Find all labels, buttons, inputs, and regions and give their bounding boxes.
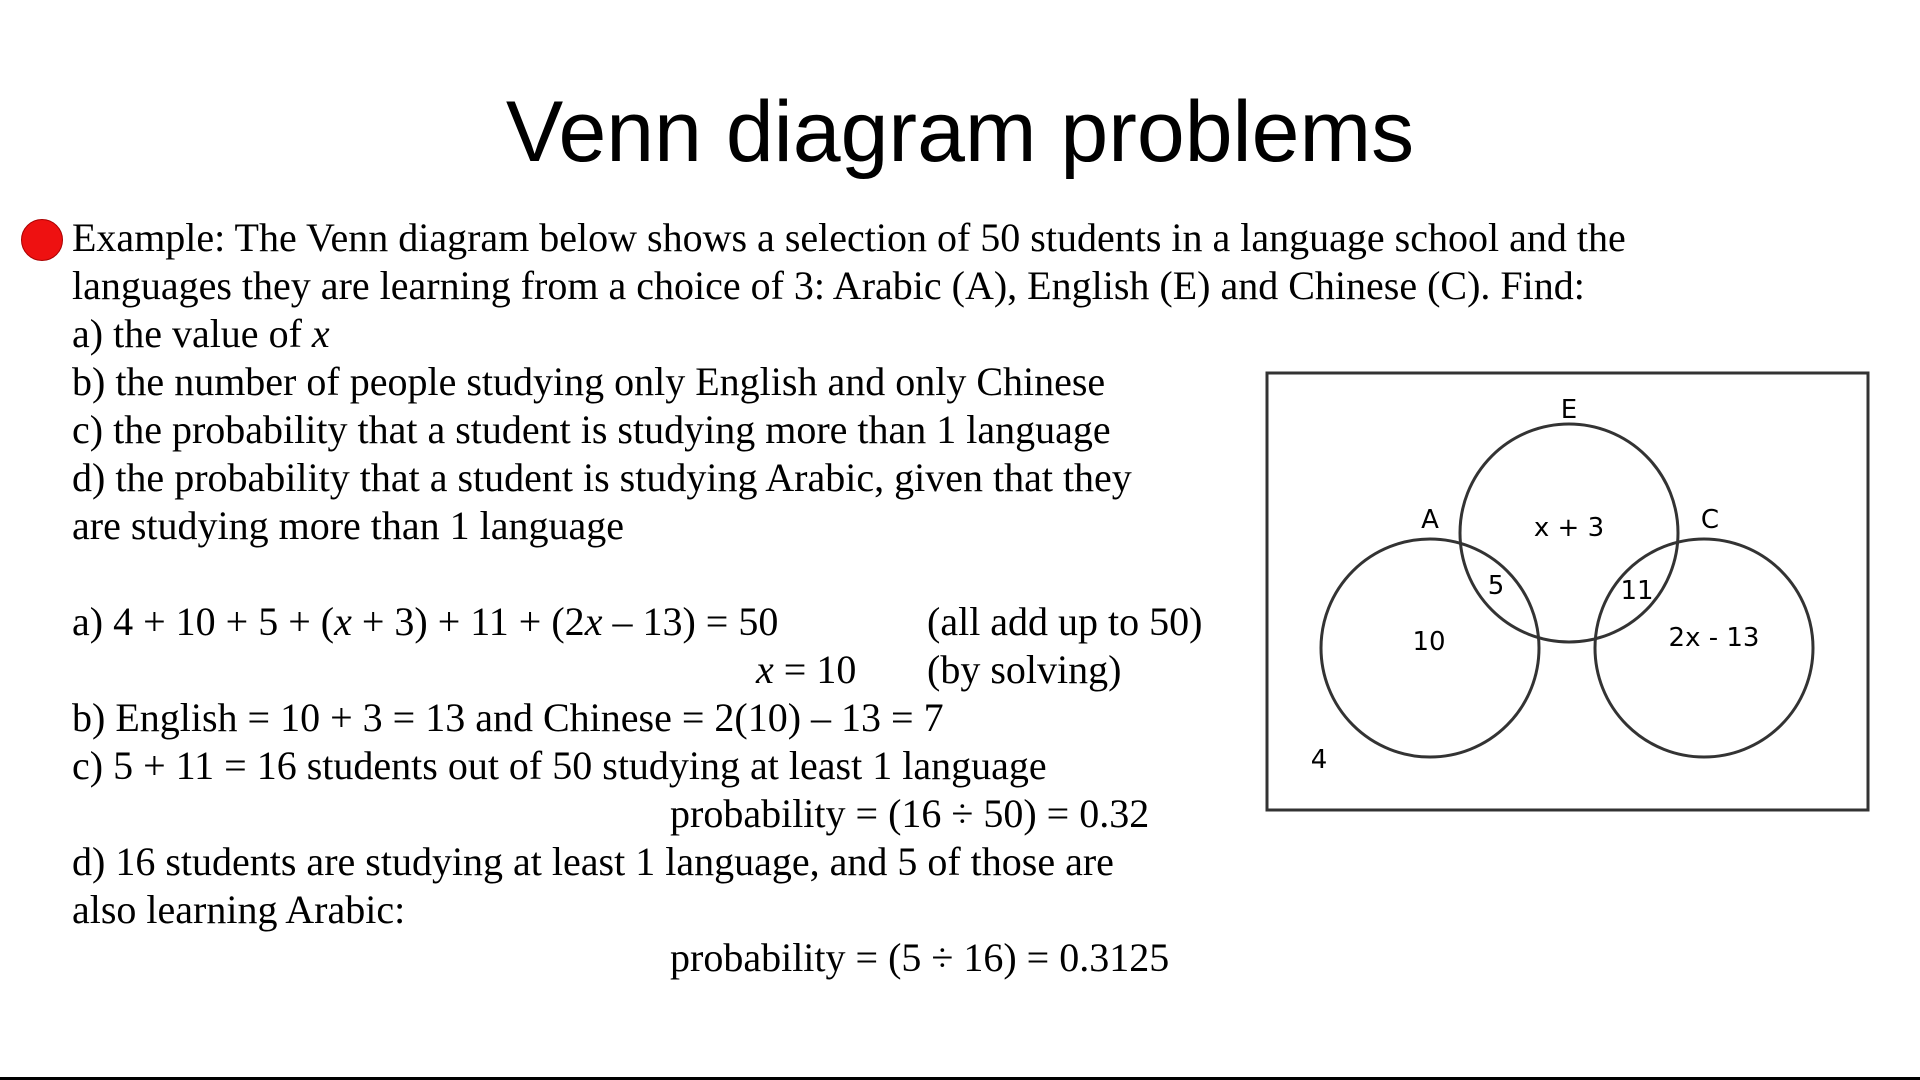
- question-part-b: b) the number of people studying only English and only Chinese: [72, 359, 1106, 404]
- solution-a-part-3: – 13) = 50: [602, 599, 779, 644]
- solution-x-result: [756, 646, 856, 694]
- question-part-a: [72, 310, 330, 358]
- solution-a-note: (all add up to 50): [927, 599, 1203, 644]
- variable-x: x: [756, 647, 774, 692]
- solution-a-part-1: a) 4 + 10 + 5 + (: [72, 599, 335, 644]
- variable-x: x: [584, 599, 603, 644]
- region-e-and-c: 11: [1620, 576, 1654, 606]
- page-title: Venn diagram problems: [505, 84, 1415, 180]
- solution-x-value: = 10: [773, 647, 857, 692]
- region-outside: 4: [1310, 745, 1328, 775]
- solution-a-equation: [72, 598, 778, 646]
- solution-d-probability: probability = (5 ÷ 16) = 0.3125: [670, 935, 1170, 980]
- region-only-a: 10: [1412, 627, 1446, 657]
- solution-d-line-2: also learning Arabic:: [72, 887, 406, 932]
- label-set-a: A: [1421, 505, 1439, 535]
- solution-a-part-2: + 3) + 11 + (2: [351, 599, 585, 644]
- region-only-e: x + 3: [1533, 513, 1605, 543]
- solution-c-probability: probability = (16 ÷ 50) = 0.32: [670, 791, 1150, 836]
- question-part-c: c) the probability that a student is studying more than 1 language: [72, 407, 1111, 452]
- question-part-d-line-1: d) the probability that a student is studying Arabic, given that they: [72, 455, 1132, 500]
- question-line-2: languages they are learning from a choice of 3: Arabic (A), English (E) and Chinese (C). Find:: [72, 263, 1585, 308]
- question-part-a-text: a) the value of: [72, 311, 312, 356]
- label-set-c: C: [1700, 505, 1720, 535]
- bullet-dot-icon: [21, 219, 63, 261]
- solution-b: b) English = 10 + 3 = 13 and Chinese = 2(10) – 13 = 7: [72, 695, 944, 740]
- label-set-e: E: [1560, 395, 1578, 425]
- variable-x: x: [334, 599, 352, 644]
- solution-c-line-1: c) 5 + 11 = 16 students out of 50 studying at least 1 language: [72, 743, 1047, 788]
- question-line-1: Example: The Venn diagram below shows a selection of 50 students in a language school and the: [72, 215, 1626, 260]
- region-a-and-e: 5: [1487, 571, 1505, 601]
- question-part-d-line-2: are studying more than 1 language: [72, 503, 625, 548]
- solution-x-note: (by solving): [927, 647, 1122, 692]
- region-only-c: 2x - 13: [1668, 623, 1760, 653]
- solution-d-line-1: d) 16 students are studying at least 1 language, and 5 of those are: [72, 839, 1114, 884]
- venn-diagram: [1262, 368, 1876, 816]
- universal-set-box: [1267, 373, 1868, 810]
- variable-x: x: [311, 311, 330, 356]
